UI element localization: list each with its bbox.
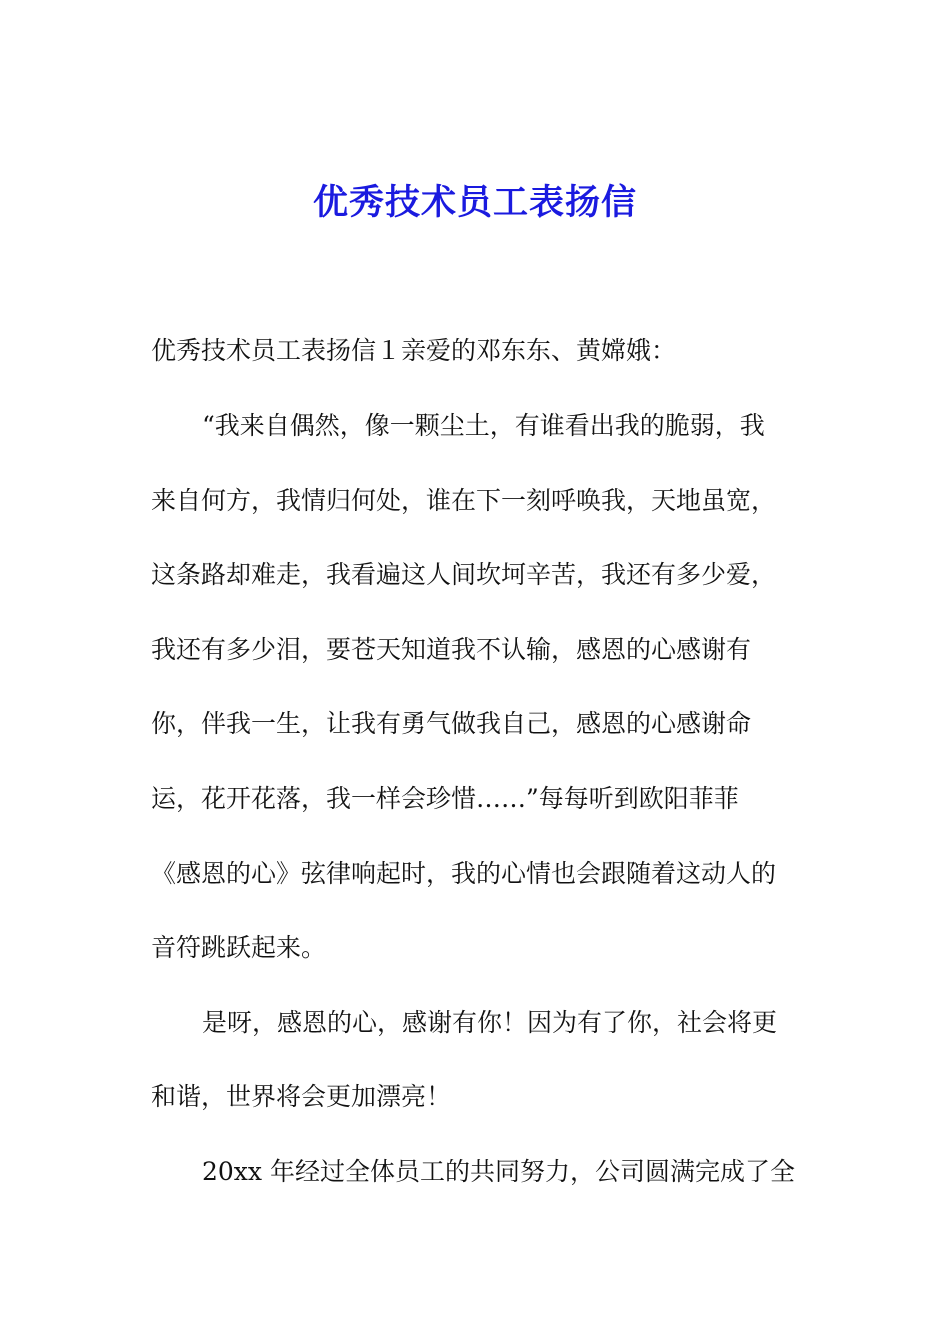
body-line-9: 音符跳跃起来。 [151, 933, 327, 962]
body-line-6: 你，伴我一生，让我有勇气做我自己，感恩的心感谢命 [151, 709, 752, 738]
body-line-1: 优秀技术员工表扬信１亲爱的邓东东、黄嫦娥： [151, 336, 677, 365]
body-line-12: 20xx 年经过全体员工的共同努力，公司圆满完成了全 [202, 1157, 795, 1186]
body-line-2: “我来自偶然，像一颗尘土，有谁看出我的脆弱，我 [202, 411, 765, 440]
document-title: 优秀技术员工表扬信 [312, 182, 637, 223]
body-line-3: 来自何方，我情归何处，谁在下一刻呼唤我，天地虽宽， [151, 486, 777, 515]
body-line-8: 《感恩的心》弦律响起时，我的心情也会跟随着这动人的 [151, 859, 777, 888]
body-line-11: 和谐，世界将会更加漂亮！ [151, 1082, 452, 1111]
body-line-7: 运，花开花落，我一样会珍惜……”每每听到欧阳菲菲 [151, 784, 739, 813]
body-line-5: 我还有多少泪，要苍天知道我不认输，感恩的心感谢有 [151, 635, 752, 664]
body-line-10: 是呀，感恩的心，感谢有你！因为有了你，社会将更 [202, 1008, 778, 1037]
body-line-4: 这条路却难走，我看遍这人间坎坷辛苦，我还有多少爱， [151, 560, 777, 589]
